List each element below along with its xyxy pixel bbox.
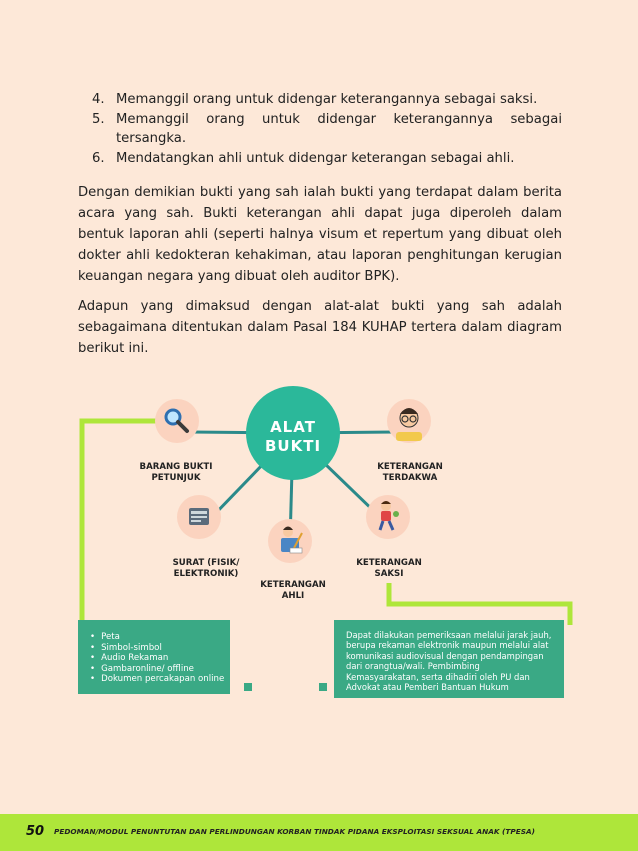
- decor-square: [244, 683, 252, 691]
- barang-bukti-list: [90, 632, 230, 685]
- barang-bukti-info-box: [78, 620, 230, 694]
- page-number: 50: [26, 824, 45, 839]
- surat-label: SURAT (FISIK/ ELEKTRONIK): [172, 558, 240, 579]
- keterangan-terdakwa-label: KETERANGAN TERDAKWA: [377, 462, 443, 483]
- keterangan-saksi-info-box: Dapat dilakukan pemeriksaan melalui jarak jauh, berupa rekaman elektronik maupun melalui alat komunikasi audiovisual dengan pendampingan dari orangtua/wali. Pembimbing Kemasyarakatan, serta dihadiri oleh PU dan Advokat atau Pemberi Bantuan Hukum: [334, 620, 564, 698]
- list-item: 6. Mendatangkan ahli untuk didengar keterangan sebagai ahli.: [92, 150, 515, 166]
- paragraph-bukti-sah: Dengan demikian bukti yang sah ialah bukti yang terdapat dalam berita acara yang sah. Bukti keterangan ahli dapat juga diperoleh dalam bentuk laporan ahli (seperti halnya visum et repertum yang dibuat oleh dokter ahli kedokteran kehakiman, atau laporan penghitungan kerugian keuangan negara yang dibuat oleh auditor BPK).: [78, 185, 562, 284]
- keterangan-saksi-label: KETERANGAN SAKSI: [356, 558, 422, 579]
- decor-square: [319, 683, 327, 691]
- barang-bukti-label: BARANG BUKTI PETUNJUK: [139, 462, 213, 483]
- right-connector-line: [389, 583, 570, 625]
- list-item: • Dokumen percakapan online: [90, 674, 230, 685]
- list-item: 4. Memanggil orang untuk didengar keterangannya sebagai saksi.: [92, 92, 538, 107]
- page-footer: [0, 814, 638, 851]
- list-item: • Peta: [90, 632, 230, 643]
- numbered-list: [92, 90, 562, 168]
- footer-title: PEDOMAN/MODUL PENUNTUTAN DAN PERLINDUNGAN KORBAN TINDAK PIDANA EKSPLOITASI SEKSUAL ANAK (TPESA): [54, 827, 535, 836]
- list-item: • Audio Rekaman: [90, 653, 230, 664]
- list-item: • Simbol-simbol: [90, 643, 230, 654]
- list-item: 5. Memanggil orang untuk didengar keterangannya sebagai tersangka.: [92, 111, 562, 146]
- list-item: • Gambaronline/ offline: [90, 664, 230, 675]
- document-icon: [189, 508, 209, 525]
- left-connector-line: [82, 421, 170, 652]
- keterangan-ahli-label: KETERANGAN AHLI: [260, 580, 326, 601]
- hub-label: ALAT BUKTI: [264, 418, 322, 455]
- paragraph-alat-bukti: Adapun yang dimaksud dengan alat-alat bukti yang sah adalah sebagaimana ditentukan dalam Pasal 184 KUHAP tertera dalam diagram berikut ini.: [78, 299, 562, 356]
